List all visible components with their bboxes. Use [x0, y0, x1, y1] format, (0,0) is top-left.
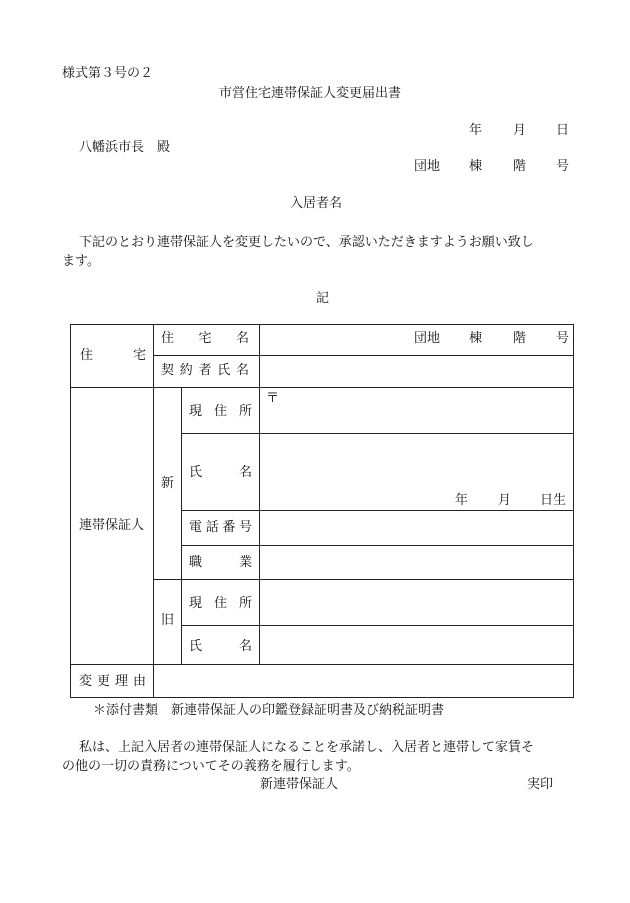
rentai-hoshonin-label: 連帯保証人: [79, 518, 145, 533]
address-tou-label: 棟: [469, 159, 483, 174]
address-kai-label: 階: [513, 159, 527, 174]
seal-label: 実印: [527, 777, 554, 792]
change-reason-label: 変 更 理 由: [79, 674, 146, 689]
new-guarantor-label: 新連帯保証人: [260, 777, 339, 792]
birth-day-label: 日生: [540, 493, 567, 508]
new-address-label: 現 住 所: [189, 404, 252, 419]
request-text-line1: 下記のとおり連帯保証人を変更したいので、承認いただきますようお願い致し: [79, 235, 534, 250]
occupation-label: 職 業: [189, 555, 252, 570]
address-danchi-label: 団地: [414, 159, 441, 174]
postal-mark: 〒: [266, 391, 280, 406]
resident-name-label: 入居者名: [290, 196, 343, 211]
table-danchi-label: 団地: [414, 331, 441, 346]
phone-label: 電 話 番 号: [189, 520, 252, 535]
table-tou-label: 棟: [469, 331, 483, 346]
request-text-line2: ます。: [62, 254, 100, 269]
date-month-label: 月: [513, 123, 527, 138]
shin-label: 新: [161, 476, 175, 491]
kyu-label: 旧: [161, 613, 175, 628]
birth-month-label: 月: [498, 493, 512, 508]
keiyakusha-label: 契 約 者 氏 名: [161, 363, 249, 378]
consent-line2: の他の一切の責務についてその義務を履行します。: [62, 759, 360, 774]
form-number: 様式第３号の２: [62, 66, 154, 81]
table-kai-label: 階: [513, 331, 527, 346]
consent-line1: 私は、上記入居者の連帯保証人になることを承諾し、入居者と連帯して家賃そ: [79, 740, 535, 755]
new-name-label: 氏 名: [189, 465, 252, 480]
date-year-label: 年: [469, 123, 483, 138]
date-day-label: 日: [556, 123, 570, 138]
addressee: 八幡浜市長 殿: [79, 140, 171, 155]
birth-year-label: 年: [455, 493, 469, 508]
address-gou-label: 号: [556, 159, 570, 174]
old-name-label: 氏 名: [189, 639, 252, 654]
jutaku-label: 住 宅: [80, 348, 146, 363]
ki-heading: 記: [316, 291, 330, 306]
attachment-note: ＊添付書類 新連帯保証人の印鑑登録証明書及び納税証明書: [93, 703, 445, 718]
jutaku-mei-label: 住 宅 名: [161, 331, 249, 346]
old-address-label: 現 住 所: [189, 596, 252, 611]
form-title: 市営住宅連帯保証人変更届出書: [219, 86, 402, 101]
table-gou-label: 号: [556, 331, 570, 346]
